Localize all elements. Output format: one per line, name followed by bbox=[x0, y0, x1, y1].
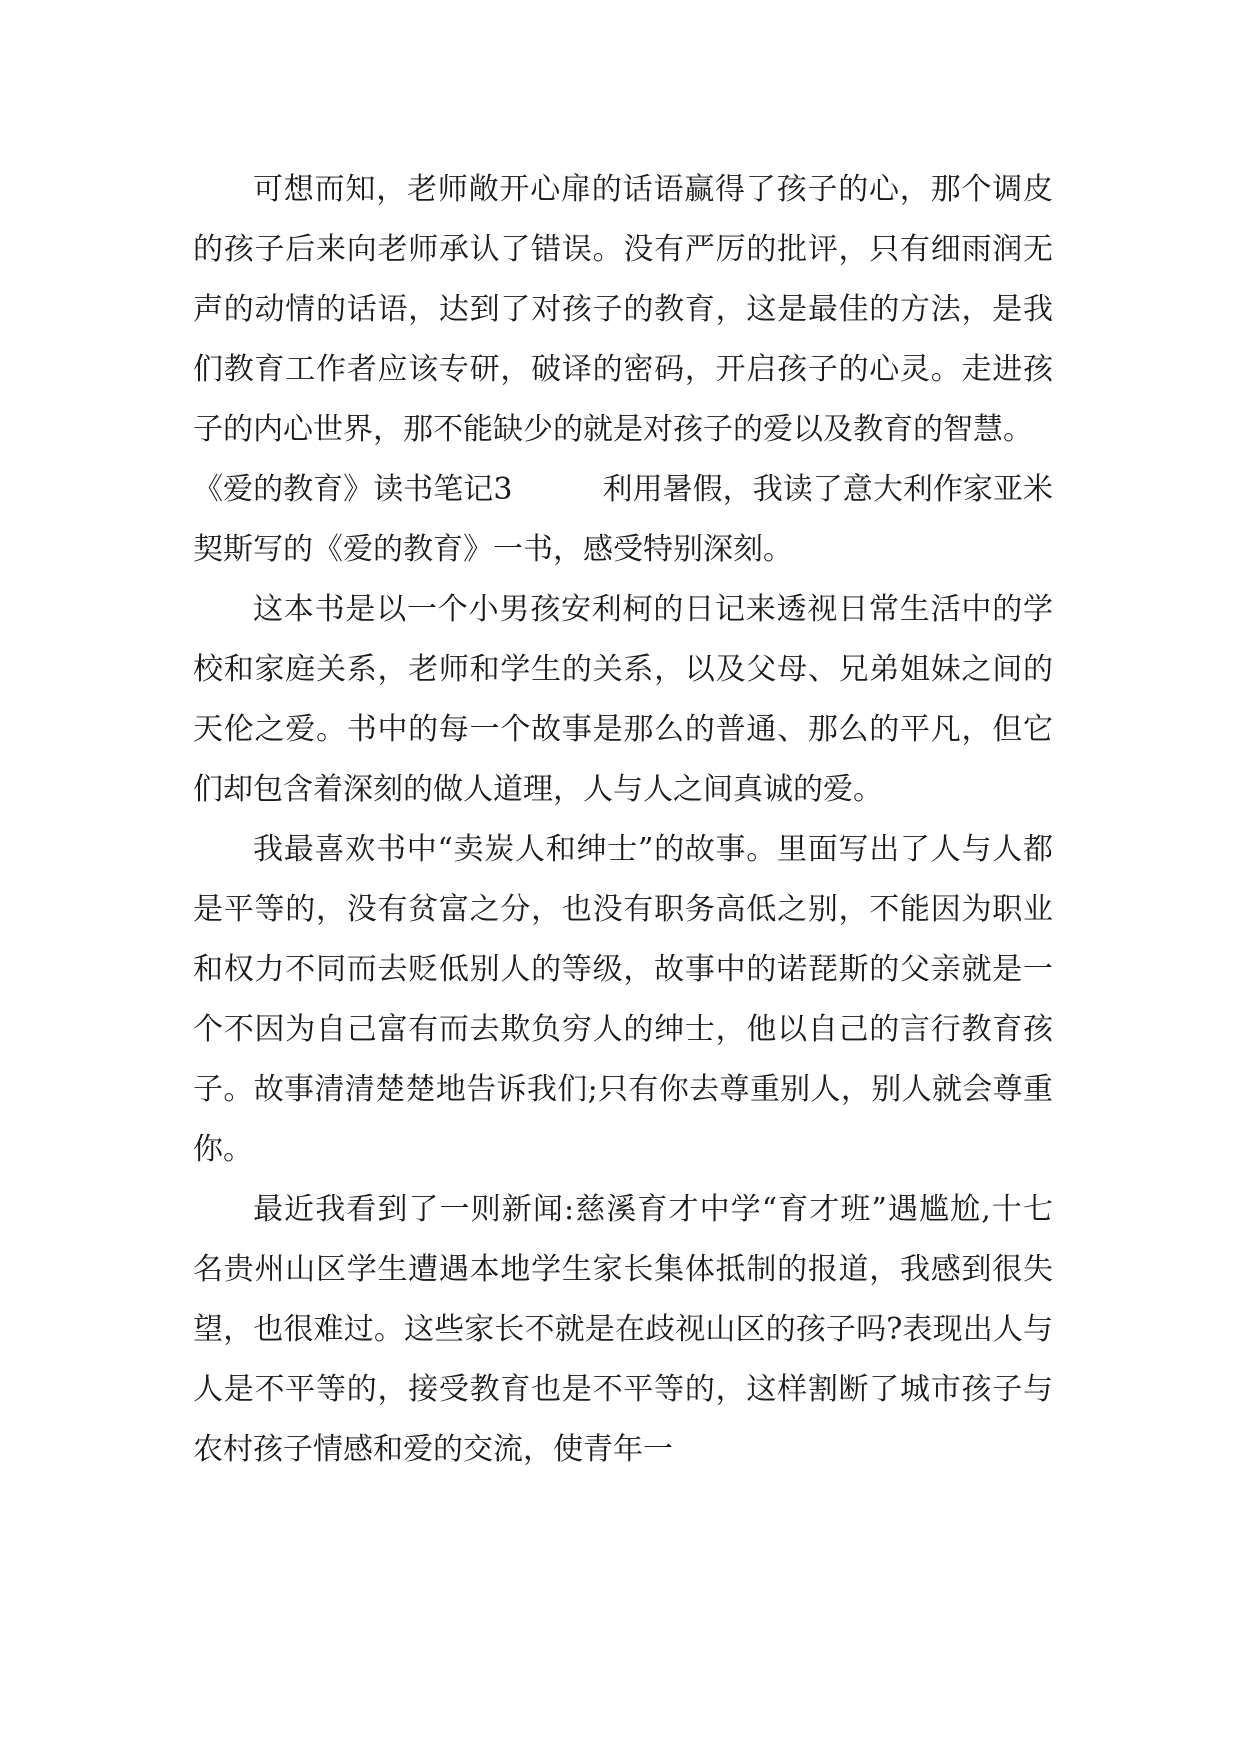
paragraph-reading-notes-3-heading: 《爱的教育》读书笔记3 利用暑假，我读了意大利作家亚米契斯写的《爱的教育》一书，感受特别深刻。 bbox=[193, 472, 1053, 567]
paragraph-favorite-story: 我最喜欢书中“卖炭人和绅士”的故事。里面写出了人与人都是平等的，没有贫富之分，也没有职务高低之别，不能因为职业和权力不同而去贬低别人的等级，故事中的诺琵斯的父亲就是一个不因为自己富有而去欺负穷人的绅士，他以自己的言行教育孩子。故事清清楚楚地告诉我们;只有你去尊重别人，别人就会尊重你。 bbox=[193, 832, 1053, 1167]
paragraph-news-reflection: 最近我看到了一则新闻:慈溪育才中学“育才班”遇尴尬,十七名贵州山区学生遭遇本地学生家长集体抵制的报道，我感到很失望，也很难过。这些家长不就是在歧视山区的孩子吗?表现出人与人是不平等的，接受教育也是不平等的，这样割断了城市孩子与农村孩子情感和爱的交流，使青年一 bbox=[193, 1192, 1053, 1467]
paragraph-book-intro: 这本书是以一个小男孩安利柯的日记来透视日常生活中的学校和家庭关系，老师和学生的关系，以及父母、兄弟姐妹之间的天伦之爱。书中的每一个故事是那么的普通、那么的平凡，但它们却包含着深刻的做人道理，人与人之间真诚的爱。 bbox=[193, 592, 1053, 807]
paragraph-teacher-words: 可想而知，老师敞开心扉的话语赢得了孩子的心，那个调皮的孩子后来向老师承认了错误。没有严厉的批评，只有细雨润无声的动情的话语，达到了对孩子的教育，这是最佳的方法，是我们教育工作者应该专研，破译的密码，开启孩子的心灵。走进孩子的内心世界，那不能缺少的就是对孩子的爱以及教育的智慧。 bbox=[193, 172, 1053, 447]
document-body bbox=[193, 160, 1053, 1480]
